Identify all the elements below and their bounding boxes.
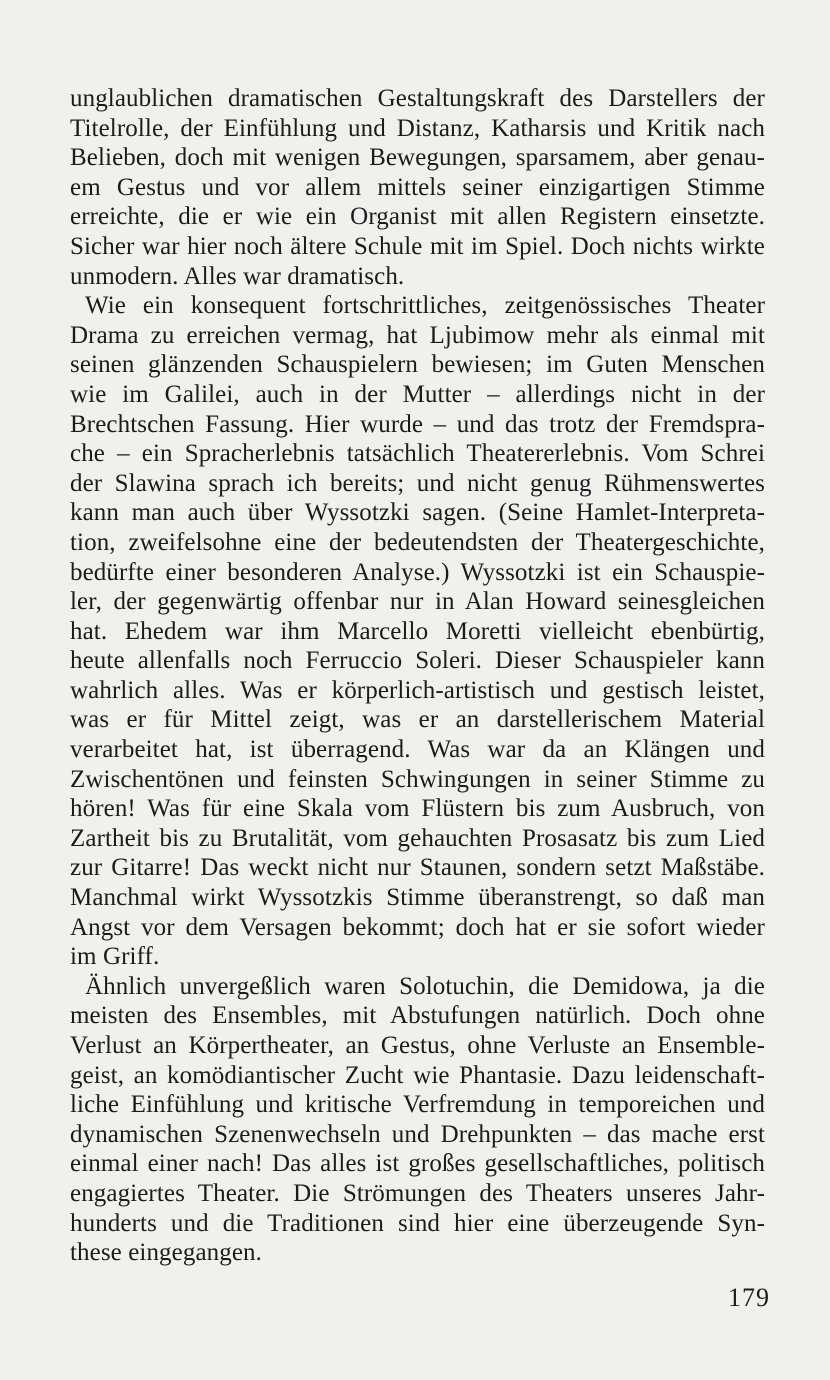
text-line: liche Einfühlung und kritische Verfremdung in temporeichen und [70,1091,765,1119]
text-line: these eingegangen. [70,1239,262,1267]
text-line: was er für Mittel zeigt, was er an darstellerischem Material [70,706,765,734]
text-line: meisten des Ensembles, mit Abstufungen natürlich. Doch ohne [70,1002,765,1030]
text-line: bedürfte einer besonderen Analyse.) Wyssotzki ist ein Schauspie- [70,558,765,586]
page-number: 179 [728,1283,770,1312]
text-line: dynamischen Szenenwechseln und Drehpunkten – das mache erst [70,1120,765,1148]
text-line: Ähnlich unvergeßlich waren Solotuchin, die Demidowa, ja die [85,972,765,1000]
text-line: heute allenfalls noch Ferruccio Soleri. Dieser Schauspieler kann [70,647,765,675]
text-line: em Gestus und vor allem mittels seiner einzigartigen Stimme [70,173,765,201]
text-line: Zwischentönen und feinsten Schwingungen in seiner Stimme zu [70,765,765,793]
text-line: zur Gitarre! Das weckt nicht nur Staunen, sondern setzt Maßstäbe. [70,854,765,882]
text-line: hunderts und die Traditionen sind hier eine überzeugende Syn- [70,1209,765,1237]
text-line: kann man auch über Wyssotzki sagen. (Seine Hamlet-Interpreta- [70,499,765,527]
text-line: wie im Galilei, auch in der Mutter – allerdings nicht in der [70,380,765,408]
text-line: unmodern. Alles war dramatisch. [70,262,405,290]
text-line: erreichte, die er wie ein Organist mit allen Registern einsetzte. [70,203,765,231]
text-line: che – ein Spracherlebnis tatsächlich Theatererlebnis. Vom Schrei [70,440,765,468]
text-line: Brechtschen Fassung. Hier wurde – und das trotz der Fremdspra- [70,410,765,438]
text-line: Angst vor dem Versagen bekommt; doch hat er sie sofort wieder [70,913,765,941]
text-line: hören! Was für eine Skala vom Flüstern bis zum Ausbruch, von [70,795,765,823]
text-line: Sicher war hier noch ältere Schule mit im Spiel. Doch nichts wirkte [70,232,765,260]
text-line: Drama zu erreichen vermag, hat Ljubimow mehr als einmal mit [70,321,765,349]
text-line: seinen glänzenden Schauspielern bewiesen; im Guten Menschen [70,351,765,379]
text-line: Zartheit bis zu Brutalität, vom gehauchten Prosasatz bis zum Lied [70,824,765,852]
text-line: Belieben, doch mit wenigen Bewegungen, sparsamem, aber genau- [70,144,765,172]
text-line: Wie ein konsequent fortschrittliches, zeitgenössisches Theater [85,292,765,320]
text-line: Manchmal wirkt Wyssotzkis Stimme überanstrengt, so daß man [70,884,765,912]
text-line: einmal einer nach! Das alles ist großes gesellschaftliches, politisch [70,1150,765,1178]
text-line: hat. Ehedem war ihm Marcello Moretti vielleicht ebenbürtig, [70,617,765,645]
text-line: verarbeitet hat, ist überragend. Was war da an Klängen und [70,736,765,764]
text-line: im Griff. [70,943,160,971]
text-line: ler, der gegenwärtig offenbar nur in Alan Howard seinesgleichen [70,588,765,616]
text-line: unglaublichen dramatischen Gestaltungskraft des Darstellers der [70,85,765,112]
body-text [70,84,765,1268]
text-line: tion, zweifelsohne eine der bedeutendsten der Theatergeschichte, [70,528,765,556]
text-line: geist, an komödiantischer Zucht wie Phantasie. Dazu leidenschaft- [70,1061,765,1089]
text-line: Verlust an Körpertheater, an Gestus, ohne Verluste an Ensemble- [70,1032,765,1059]
text-line: wahrlich alles. Was er körperlich-artistisch und gestisch leistet, [70,676,765,704]
text-line: Titelrolle, der Einfühlung und Distanz, Katharsis und Kritik nach [70,114,765,142]
text-line: der Slawina sprach ich bereits; und nicht genug Rühmenswertes [70,469,765,497]
text-line: engagiertes Theater. Die Strömungen des Theaters unseres Jahr- [70,1179,765,1207]
